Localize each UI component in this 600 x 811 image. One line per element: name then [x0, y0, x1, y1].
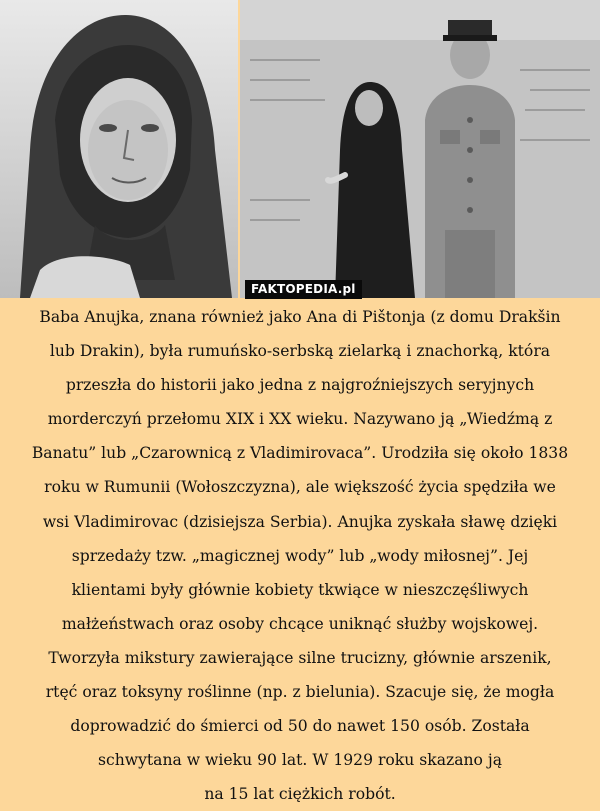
- caption-line: klientami były głównie kobiety tkwiące w nieszczęśliwych: [71, 580, 529, 599]
- caption-line: sprzedaży tzw. „magicznej wody” lub „wody miłosnej”. Jej: [71, 546, 529, 565]
- caption-text: [6, 300, 594, 811]
- caption-line: Banatu” lub „Czarownicą z Vladimirovaca”. Urodziła się około 1838: [31, 444, 569, 463]
- caption-line: małżeństwach oraz osoby chcące uniknąć służby wojskowej.: [61, 614, 539, 633]
- caption-line: doprowadzić do śmierci od 50 do nawet 150 osób. Została: [70, 717, 530, 736]
- photo-woman-and-soldier: [240, 0, 600, 298]
- portrait-illustration: [0, 0, 238, 298]
- caption-line: na 15 lat ciężkich robót.: [204, 785, 396, 804]
- caption-line: roku w Rumunii (Wołoszczyzna), ale większość życia spędziła we: [44, 478, 556, 497]
- caption-line: schwytana w wieku 90 lat. W 1929 roku skazano ją: [97, 751, 503, 770]
- caption-line: przeszła do historii jako jedna z najgroźniejszych seryjnych: [65, 376, 535, 395]
- caption-line: rtęć oraz toksyny roślinne (np. z bielunia). Szacuje się, że mogła: [45, 683, 555, 702]
- caption-line: wsi Vladimirovac (dzisiejsza Serbia). Anujka zyskała sławę dzięki: [42, 512, 558, 531]
- faktopedia-watermark: FAKTOPEDIA.pl: [245, 280, 362, 299]
- caption-line: lub Drakin), była rumuńsko-serbską zielarką i znachorką, która: [49, 342, 551, 361]
- photo-illustration: [240, 0, 600, 298]
- caption-line: morderczyń przełomu XIX i XX wieku. Nazywano ją „Wiedźmą z: [47, 410, 553, 429]
- caption-line: Baba Anujka, znana również jako Ana di Pištonja (z domu Drakšin: [39, 308, 561, 326]
- portrait-photo-old-woman: [0, 0, 238, 298]
- caption-line: Tworzyła mikstury zawierające silne trucizny, głównie arszenik,: [48, 648, 552, 667]
- photo-collage: [0, 0, 600, 298]
